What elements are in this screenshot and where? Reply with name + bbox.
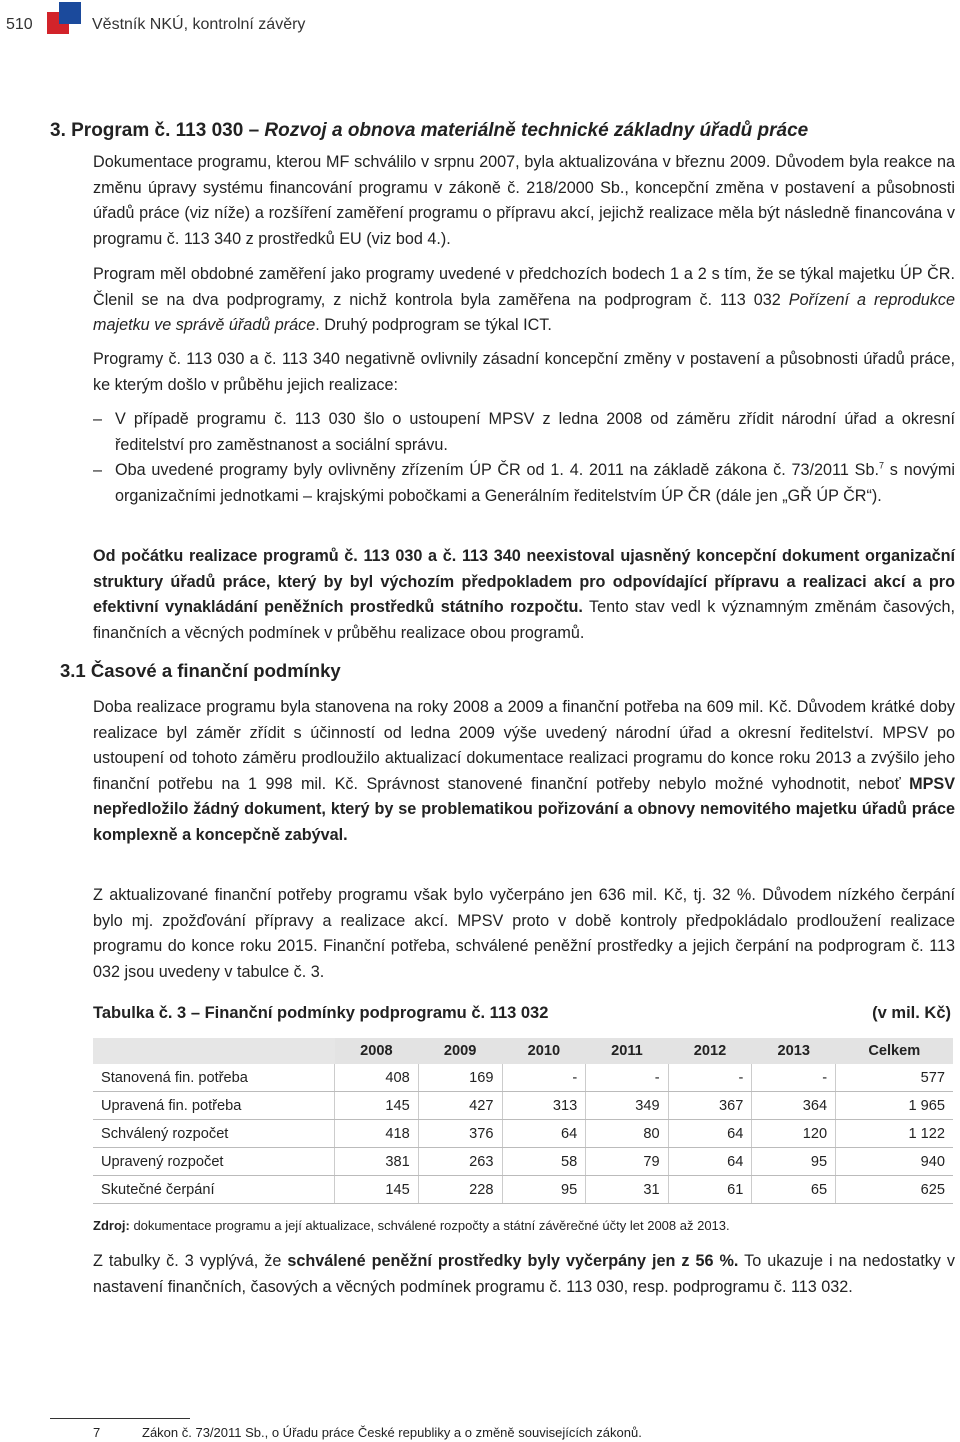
page-number: 510 xyxy=(6,16,33,33)
table-cell: 169 xyxy=(418,1064,502,1092)
table-cell: 427 xyxy=(418,1092,502,1120)
table-cell: 367 xyxy=(668,1092,752,1120)
table-header-blank xyxy=(93,1038,335,1064)
section-number: 3. Program č. 113 030 – xyxy=(50,120,260,141)
table-cell: 80 xyxy=(586,1120,668,1148)
table-row xyxy=(93,1064,953,1092)
table-cell: 145 xyxy=(335,1092,419,1120)
column-header: 2008 xyxy=(335,1038,419,1064)
li2-text-b: s novými organizačními jednotkami – krajskými pobočkami a Generálním ředitelstvím ÚP ČR (dále jen „GŘ ÚP ČR“). xyxy=(115,461,955,505)
finance-table xyxy=(93,1038,953,1204)
list-dash: – xyxy=(93,410,103,428)
row-label: Upravená fin. potřeba xyxy=(93,1092,335,1120)
p4-rest: Tento stav vedl k významným změnám časových, finančních a věcných podmínek v průběhu realizace obou programů. xyxy=(93,598,955,642)
table-cell: 313 xyxy=(502,1092,586,1120)
running-title: Věstník NKÚ, kontrolní závěry xyxy=(92,16,306,33)
table-cell: 418 xyxy=(335,1120,419,1148)
list-item-text xyxy=(115,458,955,509)
paragraph-no-concept xyxy=(93,544,955,646)
p7-text-b: To ukazuje i na nedostatky v nastavení finančních, časových a věcných podmínek programu č. 113 030, resp. podprogramu č. 113 032. xyxy=(93,1252,955,1296)
table-cell: 95 xyxy=(752,1148,836,1176)
paragraph-time-finance xyxy=(93,695,955,849)
logo-blue-square xyxy=(59,2,81,24)
section-title: Rozvoj a obnova materiálně technické základny úřadů práce xyxy=(264,120,809,141)
column-header: 2013 xyxy=(752,1038,836,1064)
p7-bold: schválené peněžní prostředky byly vyčerpány jen z 56 %. xyxy=(287,1252,739,1270)
paragraph-drawdown: Z aktualizované finanční potřeby programu však bylo vyčerpáno jen 636 mil. Kč, tj. 32 %. Důvodem nízkého čerpání bylo mj. zpožďování přípravy a realizace akcí. MPSV proto v době kontroly předpokládalo prodloužení realizace programu do konce roku 2015. Finanční potřeba, schválené peněžní prostředky a jejich čerpání na podprogram č. 113 032 jsou uvedeny v tabulce č. 3. xyxy=(93,886,955,981)
table-cell: 381 xyxy=(335,1148,419,1176)
footnote-divider xyxy=(50,1418,190,1419)
table-row xyxy=(93,1120,953,1148)
table-cell: 120 xyxy=(752,1120,836,1148)
li2-text-a: Oba uvedené programy byly ovlivněny zřízením ÚP ČR od 1. 4. 2011 na základě zákona č. 73/2011 Sb. xyxy=(115,461,879,479)
table-cell: - xyxy=(668,1064,752,1092)
row-label: Schválený rozpočet xyxy=(93,1120,335,1148)
table-cell: 64 xyxy=(668,1120,752,1148)
column-header: 2009 xyxy=(418,1038,502,1064)
column-header: Celkem xyxy=(836,1038,953,1064)
p5-bold: MPSV nepředložilo žádný dokument, který by se problematikou pořizování a obnovy nemovitého majetku úřadů práce komplexně a koncepčně zabýval. xyxy=(93,774,955,844)
list-item-text: V případě programu č. 113 030 šlo o ustoupení MPSV z ledna 2008 od záměru zřídit národní úřad a okresní ředitelství pro zaměstnanost a sociální správu. xyxy=(115,410,955,454)
row-label: Stanovená fin. potřeba xyxy=(93,1064,335,1092)
table-caption xyxy=(93,1004,951,1023)
table-cell: 95 xyxy=(502,1176,586,1204)
footnote-text: Zákon č. 73/2011 Sb., o Úřadu práce České republiky a o změně souvisejících zákonů. xyxy=(142,1425,642,1440)
table-cell: 263 xyxy=(418,1148,502,1176)
table-unit: (v mil. Kč) xyxy=(872,1004,951,1022)
table-cell: 625 xyxy=(836,1176,953,1204)
table-row xyxy=(93,1176,953,1204)
table-cell: 940 xyxy=(836,1148,953,1176)
footnote-number: 7 xyxy=(93,1425,101,1440)
list-item xyxy=(93,407,955,458)
list-item xyxy=(93,458,955,509)
paragraph-negative-impact: Programy č. 113 030 a č. 113 340 negativně ovlivnily zásadní koncepční změny v postavení a působnosti úřadů práce, ke kterým došlo v průběhu jejich realizace: xyxy=(93,350,955,394)
table-cell: 228 xyxy=(418,1176,502,1204)
source-label: Zdroj: xyxy=(93,1218,130,1233)
table-cell: 1 122 xyxy=(836,1120,953,1148)
p2-text-a: Program měl obdobné zaměření jako programy uvedené v předchozích bodech 1 a 2 s tím, že se týkal majetku ÚP ČR. Členil se na dva podprogramy, z nichž kontrola byla zaměřena na podprogram č. 113 032 xyxy=(93,265,955,309)
table-cell: 145 xyxy=(335,1176,419,1204)
table-cell: 577 xyxy=(836,1064,953,1092)
table-cell: 64 xyxy=(668,1148,752,1176)
table-cell: - xyxy=(752,1064,836,1092)
p7-text-a: Z tabulky č. 3 vyplývá, že xyxy=(93,1252,288,1270)
column-header: 2012 xyxy=(668,1038,752,1064)
p5-text: Doba realizace programu byla stanovena na roky 2008 a 2009 a finanční potřeba na 609 mil. Kč. Důvodem krátké doby realizace byl záměr zřídit s účinností od ledna 2009 výše uvedený národní úřad a okresní ředitelství. MPSV po ustoupení od tohoto záměru prodloužilo aktualizací dokumentace realizaci programu do konce roku 2013 a zvýšilo jeho finanční potřebu na 1 998 mil. Kč. Správnost stanovené finanční potřeby nebylo možné vyhodnotit, neboť xyxy=(93,698,955,793)
table-cell: - xyxy=(502,1064,586,1092)
table-row xyxy=(93,1092,953,1120)
table-cell: 364 xyxy=(752,1092,836,1120)
table-title: Tabulka č. 3 – Finanční podmínky podprogramu č. 113 032 xyxy=(93,1004,549,1022)
table-cell: 79 xyxy=(586,1148,668,1176)
row-label: Upravený rozpočet xyxy=(93,1148,335,1176)
row-label: Skutečné čerpání xyxy=(93,1176,335,1204)
table-header-row xyxy=(93,1038,953,1064)
p4-bold: Od počátku realizace programů č. 113 030 a č. 113 340 neexistoval ujasněný koncepční dokument organizační struktury úřadů práce, který by byl výchozím předpokladem pro odpovídající přípravu a realizaci akcí a pro efektivní vynakládání peněžních prostředků státního rozpočtu. xyxy=(93,547,955,617)
section-heading-3 xyxy=(50,120,808,142)
table-row xyxy=(93,1148,953,1176)
page-header xyxy=(0,0,960,50)
table-cell: 58 xyxy=(502,1148,586,1176)
paragraph-conclusion xyxy=(93,1249,955,1300)
source-text: dokumentace programu a její aktualizace, schválené rozpočty a státní závěrečné účty let 2008 až 2013. xyxy=(129,1218,730,1233)
table-cell: 349 xyxy=(586,1092,668,1120)
p2-subprogram-name: Pořízení a reprodukce majetku ve správě úřadů práce xyxy=(93,290,955,335)
paragraph-documentation: Dokumentace programu, kterou MF schválilo v srpnu 2007, byla aktualizována v březnu 2009. Důvodem byla reakce na změnu úpravy systému financování programu v zákoně č. 218/2000 Sb., koncepční změna v postavení a působnosti úřadů práce (viz níže) a rozšíření zaměření programu o přípravu akcí, jejichž realizace měla být následně financována v programu č. 113 340 z prostředků EU (viz bod 4.). xyxy=(93,153,955,248)
table-source xyxy=(93,1218,730,1233)
table-cell: 31 xyxy=(586,1176,668,1204)
table-cell: 65 xyxy=(752,1176,836,1204)
table-cell: - xyxy=(586,1064,668,1092)
table-cell: 1 965 xyxy=(836,1092,953,1120)
paragraph-program-focus xyxy=(93,262,955,339)
footnote-ref: 7 xyxy=(878,460,884,471)
table-cell: 376 xyxy=(418,1120,502,1148)
table-cell: 408 xyxy=(335,1064,419,1092)
column-header: 2010 xyxy=(502,1038,586,1064)
column-header: 2011 xyxy=(586,1038,668,1064)
list-dash: – xyxy=(93,461,103,479)
section-heading-3-1: 3.1 Časové a finanční podmínky xyxy=(60,660,341,681)
table-cell: 64 xyxy=(502,1120,586,1148)
p2-text-b: . Druhý podprogram se týkal ICT. xyxy=(315,316,552,335)
table-cell: 61 xyxy=(668,1176,752,1204)
